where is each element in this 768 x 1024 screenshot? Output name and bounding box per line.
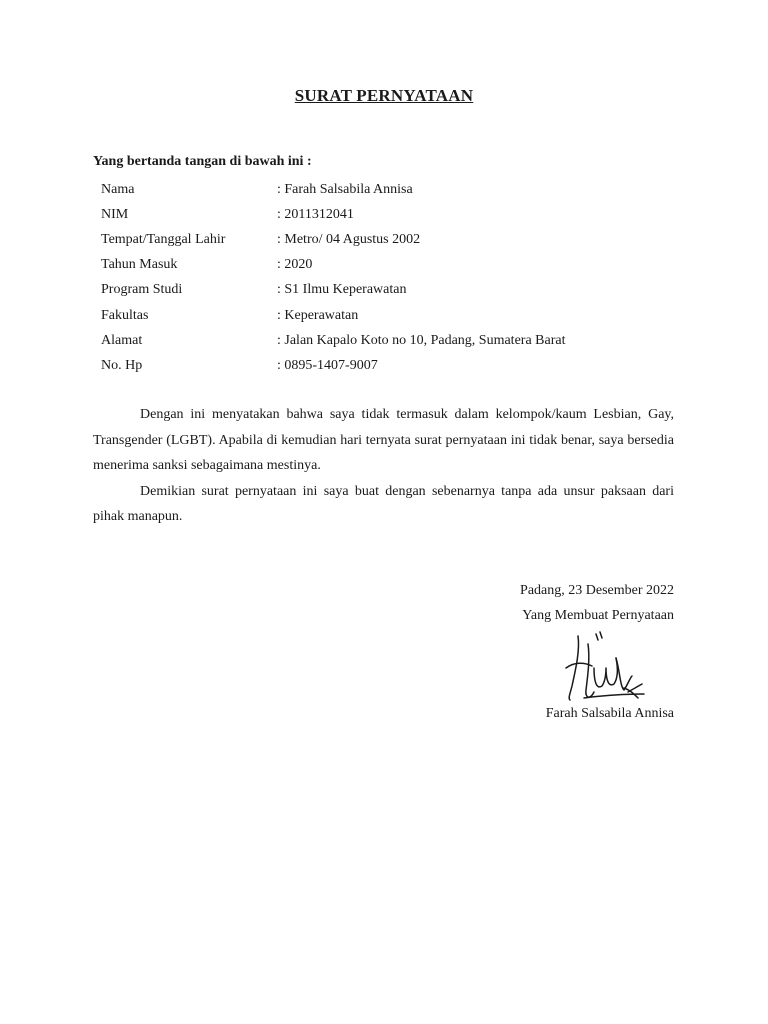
field-value: : S1 Ilmu Keperawatan bbox=[277, 282, 407, 298]
signer-name: Farah Salsabila Annisa bbox=[545, 706, 674, 721]
field-row-name bbox=[101, 177, 565, 202]
intro-line: Yang bertanda tangan di bawah ini : bbox=[93, 154, 312, 169]
place-date: Padang, 23 Desember 2022 bbox=[520, 583, 674, 598]
field-value: : Keperawatan bbox=[277, 307, 359, 323]
closing-block bbox=[520, 578, 674, 628]
identity-fields bbox=[101, 177, 565, 379]
field-label: Tahun Masuk bbox=[101, 257, 178, 273]
document-title: SURAT PERNYATAAN bbox=[294, 86, 474, 105]
field-label: Tempat/Tanggal Lahir bbox=[101, 231, 226, 247]
field-row-birth bbox=[101, 227, 565, 252]
field-value: : 2020 bbox=[277, 257, 313, 273]
field-row-faculty bbox=[101, 303, 565, 328]
field-label: No. Hp bbox=[101, 357, 143, 373]
field-row-nim bbox=[101, 202, 565, 227]
field-row-phone bbox=[101, 353, 565, 378]
field-label: Nama bbox=[101, 181, 135, 197]
field-value: : Farah Salsabila Annisa bbox=[277, 181, 413, 197]
closing-label: Yang Membuat Pernyataan bbox=[522, 608, 674, 623]
closing-paragraph: Demikian surat pernyataan ini saya buat dengan sebenarnya tanpa ada unsur paksaan dari pihak manapun. bbox=[93, 483, 674, 524]
signature-icon bbox=[558, 628, 650, 704]
field-value: : 2011312041 bbox=[277, 206, 354, 222]
statement-body bbox=[93, 402, 674, 530]
statement-paragraph: Dengan ini menyatakan bahwa saya tidak termasuk dalam kelompok/kaum Lesbian, Gay, Transgender (LGBT). Apabila di kemudian hari ternyata surat pernyataan ini tidak benar, saya bersedia menerima sanksi sebagaimana mestinya. bbox=[93, 407, 674, 473]
field-label: NIM bbox=[101, 206, 129, 222]
field-label: Fakultas bbox=[101, 307, 149, 323]
field-value: : 0895-1407-9007 bbox=[277, 357, 378, 373]
field-value: : Jalan Kapalo Koto no 10, Padang, Sumatera Barat bbox=[277, 332, 566, 348]
field-row-entry-year bbox=[101, 253, 565, 278]
field-row-address bbox=[101, 328, 565, 353]
field-label: Alamat bbox=[101, 332, 143, 348]
field-label: Program Studi bbox=[101, 282, 183, 298]
field-value: : Metro/ 04 Agustus 2002 bbox=[277, 231, 421, 247]
field-row-study-program bbox=[101, 278, 565, 303]
